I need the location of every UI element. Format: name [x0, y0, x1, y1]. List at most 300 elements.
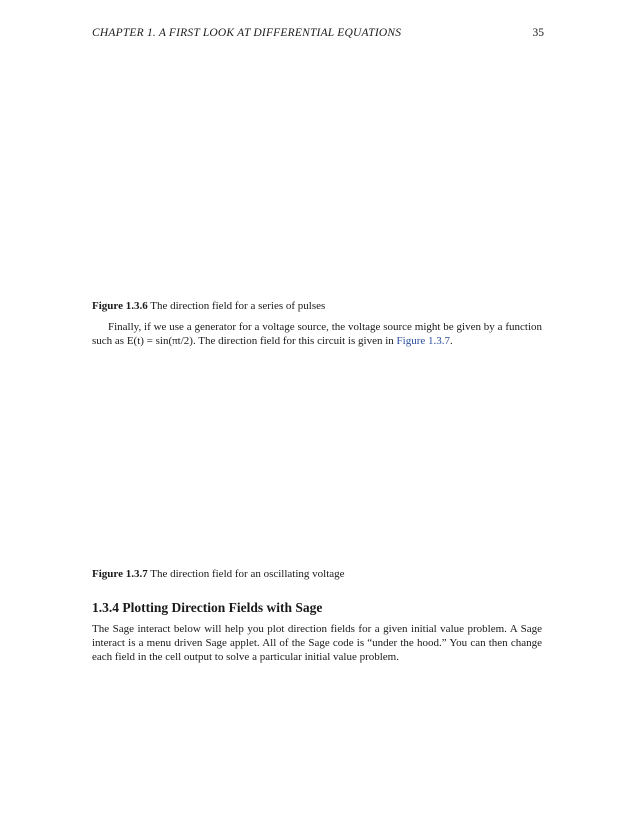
field-arrow: [236, 497, 239, 504]
field-arrow: [293, 438, 299, 442]
field-arrow: [435, 368, 438, 375]
field-arrow: [334, 87, 337, 95]
field-arrow: [404, 100, 408, 108]
field-arrow: [333, 250, 336, 258]
field-arrow-head: [341, 523, 344, 526]
y-tick-label: 20: [199, 56, 208, 65]
field-arrow: [388, 385, 391, 392]
field-arrow: [386, 447, 393, 450]
field-arrow: [236, 463, 239, 469]
field-arrow: [397, 162, 400, 170]
field-arrow: [281, 465, 288, 468]
field-arrow: [419, 212, 422, 220]
field-arrow: [255, 176, 260, 182]
field-arrow: [402, 252, 409, 256]
field-arrow: [211, 447, 217, 451]
field-arrow: [404, 187, 407, 195]
y-tick-label: 5: [203, 206, 208, 215]
field-arrow: [355, 75, 358, 83]
field-arrow: [312, 137, 315, 145]
field-arrow: [270, 200, 273, 208]
field-arrow: [327, 421, 334, 424]
field-arrow-head: [411, 129, 414, 132]
solution-curve: [208, 416, 442, 460]
field-arrow: [220, 100, 223, 108]
field-arrow: [341, 200, 344, 208]
field-arrow-head: [277, 79, 281, 82]
field-arrow: [435, 359, 438, 366]
field-arrow: [353, 515, 356, 522]
field-arrow-head: [214, 430, 217, 433]
field-arrow: [284, 137, 287, 145]
field-arrow: [259, 385, 262, 392]
field-arrow: [362, 75, 365, 83]
field-arrow: [364, 429, 368, 435]
field-arrow: [326, 75, 329, 83]
field-arrow: [440, 125, 444, 132]
field-arrow: [368, 176, 373, 182]
field-arrow: [248, 250, 251, 258]
field-arrow-head: [270, 129, 273, 132]
field-arrow: [271, 359, 274, 366]
field-arrow: [411, 368, 414, 374]
field-arrow: [318, 497, 321, 504]
field-arrow: [348, 188, 352, 195]
field-arrow: [271, 411, 274, 417]
field-arrow: [423, 523, 426, 530]
field-arrow: [318, 515, 321, 522]
field-arrow: [233, 138, 238, 144]
field-arrow: [375, 490, 380, 495]
x-tick-label: 2: [252, 534, 258, 542]
field-arrow-head: [282, 380, 285, 383]
field-arrow: [376, 368, 379, 375]
field-arrow: [331, 152, 338, 156]
field-arrow: [374, 152, 381, 156]
field-arrow: [294, 515, 297, 522]
field-arrow: [318, 472, 321, 478]
field-arrow-head: [390, 92, 394, 95]
field-arrow: [298, 137, 301, 145]
field-arrow: [234, 421, 241, 424]
field-arrow: [435, 515, 438, 522]
field-arrow: [411, 454, 415, 460]
field-arrow: [376, 429, 380, 435]
field-arrow-head: [433, 117, 437, 120]
field-arrow: [236, 506, 239, 513]
field-arrow: [318, 480, 321, 487]
field-arrow: [211, 412, 216, 416]
field-arrow: [369, 225, 372, 233]
field-arrow-head: [270, 79, 274, 82]
field-arrow: [440, 250, 443, 258]
field-arrow-head: [426, 92, 430, 95]
field-arrow: [434, 463, 438, 469]
field-arrow: [362, 112, 365, 120]
field-arrow: [311, 238, 316, 244]
field-arrow: [411, 112, 415, 120]
field-arrow: [319, 162, 322, 170]
field-arrow: [397, 112, 401, 120]
field-arrow: [291, 87, 295, 95]
field-arrow: [364, 498, 368, 503]
field-arrow: [329, 377, 333, 383]
field-arrow: [376, 411, 379, 417]
field-arrow: [227, 125, 231, 132]
field-arrow: [227, 225, 230, 233]
field-arrow: [246, 438, 253, 441]
field-arrow: [220, 75, 223, 83]
field-arrow: [426, 225, 430, 232]
field-arrow: [383, 62, 387, 70]
field-arrow: [362, 200, 365, 208]
field-arrow: [354, 138, 359, 144]
field-arrow: [296, 252, 303, 256]
field-arrow: [399, 463, 403, 469]
field-arrow: [433, 200, 436, 208]
field-arrow: [225, 152, 232, 156]
field-arrow: [318, 506, 321, 513]
field-arrow: [374, 465, 381, 468]
field-arrow: [270, 100, 274, 108]
field-arrow-head: [376, 380, 379, 383]
field-arrow: [375, 482, 381, 485]
field-arrow: [397, 200, 400, 208]
field-arrow: [293, 464, 299, 467]
field-arrow: [411, 480, 414, 487]
field-arrow: [421, 421, 428, 424]
field-arrow: [341, 394, 345, 400]
field-arrow: [412, 212, 415, 220]
field-arrow: [305, 125, 308, 133]
field-arrow: [410, 395, 415, 400]
field-arrow: [255, 75, 258, 83]
field-arrow: [404, 150, 407, 158]
field-arrow: [236, 515, 239, 522]
field-arrow: [433, 212, 436, 220]
field-arrow: [355, 237, 358, 245]
field-arrow: [438, 164, 445, 168]
field-arrow: [411, 62, 415, 70]
field-arrow: [305, 200, 308, 208]
field-arrow: [418, 87, 422, 95]
field-arrow: [256, 225, 259, 233]
field-arrow: [433, 438, 440, 441]
field-arrow: [318, 463, 321, 469]
field-arrow: [369, 87, 372, 95]
field-arrow: [341, 376, 344, 382]
field-arrow: [425, 238, 430, 244]
field-arrow: [282, 446, 287, 451]
field-arrow: [210, 430, 217, 433]
field-arrow: [319, 175, 322, 183]
field-arrow: [319, 100, 323, 108]
y-tick-label: 0: [203, 256, 208, 265]
field-arrow: [234, 62, 237, 70]
field-arrow: [368, 138, 373, 144]
field-arrow: [348, 100, 351, 108]
field-arrow-head: [433, 92, 437, 95]
field-arrow-head: [433, 129, 436, 132]
field-arrow: [294, 506, 297, 512]
field-arrow: [271, 394, 274, 401]
field-arrow: [339, 438, 346, 441]
field-arrow: [423, 368, 426, 374]
field-arrow: [426, 150, 429, 158]
field-arrow: [411, 497, 414, 504]
field-arrow: [348, 237, 351, 245]
field-arrow: [316, 404, 322, 407]
field-arrow-head: [277, 92, 281, 95]
paragraph-sage: The Sage interact below will help you plot direction fields for a given initial value problem. A Sage interact is a menu driven Sage applet. All of the Sage code is “under the hood.” You can then change each field in the cell output to solve a particular initial value problem.: [92, 623, 542, 664]
field-arrow: [270, 112, 274, 120]
field-arrow: [294, 402, 297, 408]
field-arrow: [259, 368, 262, 375]
field-arrow: [364, 394, 367, 401]
field-arrow: [247, 394, 251, 400]
field-arrow-head: [271, 362, 274, 365]
field-arrow: [404, 137, 407, 145]
field-arrow-head: [318, 523, 321, 526]
field-arrow: [419, 150, 422, 158]
field-arrow: [312, 125, 315, 133]
field-arrow-head: [247, 523, 250, 526]
field-arrow: [291, 100, 295, 108]
field-arrow: [329, 497, 332, 504]
field-arrow: [362, 250, 365, 258]
field-arrow: [224, 377, 228, 383]
field-arrow: [329, 515, 332, 522]
field-arrow: [220, 112, 223, 120]
field-arrow: [339, 421, 345, 424]
field-arrow: [255, 250, 258, 258]
field-arrow: [340, 138, 345, 144]
field-arrow: [376, 376, 379, 383]
field-arrow: [327, 112, 330, 120]
field-arrow: [270, 150, 273, 158]
field-arrow: [255, 237, 258, 245]
field-arrow: [369, 112, 372, 120]
field-arrow-head: [411, 79, 415, 82]
y-axis-label: E(t): [181, 152, 192, 168]
field-arrow: [419, 112, 423, 120]
field-arrow: [426, 125, 429, 133]
x-tick-label: 0: [205, 534, 211, 542]
field-arrow: [248, 176, 253, 182]
field-arrow: [317, 454, 321, 460]
field-arrow: [271, 515, 274, 521]
field-arrow: [341, 212, 344, 220]
field-arrow: [411, 377, 415, 383]
field-arrow-head: [418, 67, 422, 70]
field-arrow: [327, 413, 334, 416]
field-arrow-head: [277, 67, 281, 70]
y-axis-label: E(t): [178, 436, 189, 453]
field-arrow: [348, 200, 351, 208]
field-arrow: [340, 176, 345, 182]
field-arrow: [376, 506, 380, 512]
field-arrow: [213, 250, 216, 258]
field-arrow: [399, 523, 402, 530]
field-arrow: [395, 252, 402, 256]
figure-1-3-7-link[interactable]: Figure 1.3.7: [396, 335, 450, 348]
field-arrow: [399, 506, 402, 513]
field-arrow: [281, 473, 288, 476]
field-arrow: [247, 506, 250, 513]
field-arrow-head: [319, 104, 323, 107]
field-arrow: [263, 212, 266, 220]
field-arrow: [388, 376, 391, 383]
field-arrow-head: [376, 362, 379, 365]
field-arrow: [282, 498, 286, 503]
field-arrow: [341, 497, 344, 504]
field-arrow: [277, 87, 281, 95]
field-arrow-head: [404, 117, 408, 120]
field-arrow: [426, 212, 429, 220]
solution-curve: [208, 426, 442, 460]
field-arrow: [398, 430, 405, 433]
field-arrow: [438, 152, 445, 156]
field-arrow: [225, 164, 232, 168]
field-arrow: [362, 212, 365, 220]
field-arrow: [418, 75, 422, 83]
figure-1-3-6-caption: [92, 300, 542, 312]
field-arrow-head: [291, 92, 295, 95]
field-arrow: [419, 187, 422, 195]
field-arrow: [329, 480, 332, 487]
field-arrow: [411, 75, 415, 83]
field-arrow-head: [224, 523, 227, 526]
field-arrow: [271, 402, 274, 409]
field-arrow: [271, 429, 275, 435]
field-arrow: [383, 137, 386, 145]
field-arrow: [248, 376, 251, 382]
field-arrow: [305, 187, 308, 195]
field-arrow: [318, 368, 321, 374]
field-arrow: [397, 150, 400, 158]
field-arrow-head: [305, 117, 309, 120]
x-tick-label: 6: [346, 534, 351, 542]
field-arrow: [312, 87, 316, 95]
field-arrow: [291, 187, 294, 195]
field-arrow: [399, 385, 402, 391]
field-arrow: [298, 212, 301, 220]
field-arrow-head: [376, 371, 379, 374]
field-arrow: [246, 164, 253, 168]
field-arrow-head: [353, 362, 356, 365]
field-arrow-head: [291, 129, 294, 132]
field-arrow-head: [319, 129, 322, 132]
field-arrow: [284, 200, 287, 208]
field-arrow: [397, 137, 400, 145]
field-arrow: [241, 188, 245, 195]
field-arrow-head: [318, 506, 321, 509]
field-arrow-head: [306, 523, 309, 526]
field-arrow: [236, 523, 239, 530]
field-arrow: [317, 395, 322, 400]
field-arrow: [259, 498, 262, 504]
field-arrow: [282, 376, 285, 383]
field-arrow: [363, 482, 369, 485]
field-arrow: [388, 402, 391, 408]
field-arrow-head: [419, 117, 423, 120]
field-arrow: [263, 237, 266, 245]
field-arrow: [329, 359, 332, 365]
field-arrow: [411, 386, 415, 391]
field-arrow-head: [413, 421, 416, 424]
field-arrow: [419, 225, 423, 232]
field-arrow: [376, 75, 379, 83]
field-arrow-head: [426, 129, 429, 132]
x-tick-label: 10: [348, 263, 358, 271]
field-arrow: [355, 188, 359, 195]
field-arrow: [426, 187, 429, 195]
field-arrow-head: [423, 515, 426, 518]
field-arrow-head: [284, 67, 288, 70]
field-arrow: [255, 188, 259, 195]
field-arrow: [234, 430, 240, 434]
field-arrow: [282, 385, 285, 392]
field-arrow: [361, 176, 366, 182]
field-arrow: [341, 506, 344, 513]
field-arrow: [298, 225, 302, 232]
field-arrow: [255, 125, 259, 132]
field-arrow-head: [397, 67, 401, 70]
field-arrow: [348, 250, 351, 258]
field-arrow: [376, 200, 379, 208]
field-arrow: [340, 455, 345, 460]
field-arrow: [326, 188, 330, 195]
field-arrow: [263, 250, 266, 258]
field-arrow: [291, 200, 294, 208]
field-arrow: [213, 237, 216, 245]
field-arrow: [305, 162, 308, 170]
field-arrow: [212, 506, 215, 513]
field-arrow-head: [364, 362, 367, 365]
field-arrow: [346, 152, 353, 156]
x-axis-label: t: [326, 275, 330, 286]
field-arrow: [329, 446, 333, 452]
field-arrow: [383, 150, 386, 158]
x-tick-label: 10: [437, 534, 447, 542]
field-arrow: [319, 225, 323, 232]
field-arrow: [348, 212, 351, 220]
field-arrow: [423, 377, 427, 383]
field-arrow: [269, 465, 276, 468]
field-arrow-head: [411, 104, 415, 107]
field-arrow: [433, 137, 436, 145]
field-arrow-head: [259, 362, 262, 365]
y-tick-label: -2: [198, 498, 205, 507]
field-arrow: [411, 125, 414, 133]
field-arrow: [329, 368, 332, 374]
field-arrow: [422, 438, 427, 443]
field-arrow-head: [319, 421, 322, 424]
field-arrow-head: [378, 465, 381, 468]
field-arrow: [212, 138, 217, 144]
field-arrow: [223, 430, 229, 434]
field-arrow: [324, 164, 331, 168]
field-arrow: [324, 152, 331, 156]
field-arrow: [227, 75, 230, 83]
field-arrow: [282, 368, 285, 375]
field-arrow: [340, 403, 344, 408]
field-arrow: [341, 250, 344, 258]
field-arrow: [220, 188, 224, 195]
field-arrow: [293, 473, 298, 477]
field-arrow: [291, 62, 295, 70]
field-arrow: [224, 359, 227, 365]
